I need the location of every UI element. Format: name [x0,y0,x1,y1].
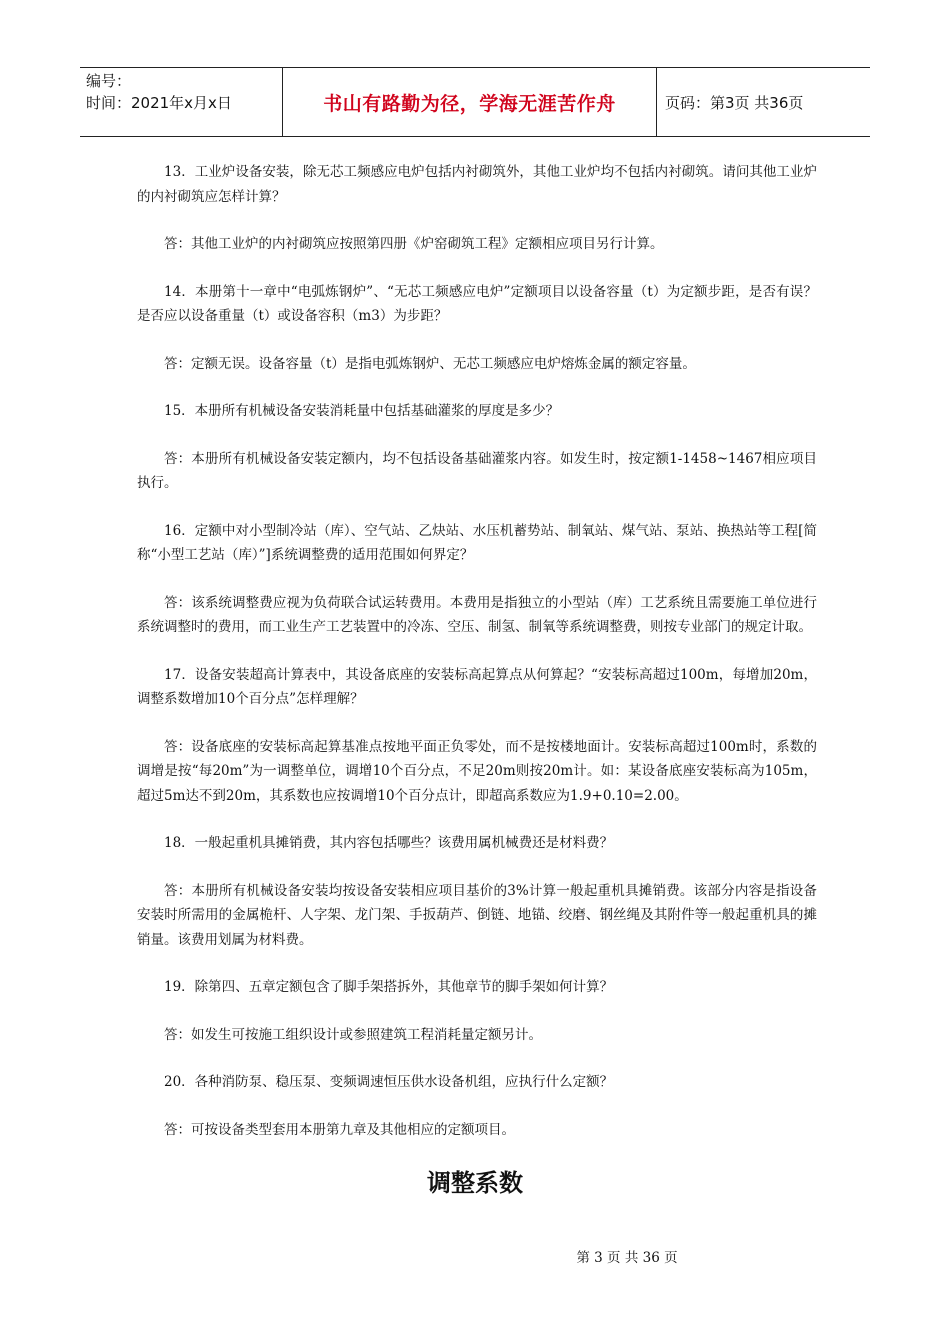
answer-17: 答：设备底座的安装标高起算基准点按地平面正负零处，而不是按楼地面计。安装标高超过100m时，系数的调增是按“每20m”为一调整单位，调增10个百分点，不足20m则按20m计。如：某设备底座安装标高为105m，超过5m达不到20m，其系数也应按调增10个百分点计，即超高系数应为1.9+0.10=2.00。 [137,738,817,804]
document-date-label: 时间：2021年x月x日 [86,94,232,112]
header-meta [80,68,282,136]
question-19: 19．除第四、五章定额包含了脚手架搭拆外，其他章节的脚手架如何计算？ [164,979,614,995]
answer-13: 答：其他工业炉的内衬砌筑应按照第四册《炉窑砌筑工程》定额相应项目另行计算。 [164,236,664,252]
page-footer: 第 3 页 共 36 页 [576,1250,678,1266]
document-body [137,160,817,1142]
question-15: 15．本册所有机械设备安装消耗量中包括基础灌浆的厚度是多少？ [164,403,560,419]
document-number-label: 编号： [86,72,132,90]
answer-19: 答：如发生可按施工组织设计或参照建筑工程消耗量定额另计。 [164,1026,542,1043]
page-header [80,67,870,137]
header-motto-cell [282,68,657,136]
question-16: 16．定额中对小型制冷站（库）、空气站、乙炔站、水压机蓄势站、制氧站、煤气站、泵站、换热站等工程[简称“小型工艺站（库）”]系统调整费的适用范围如何界定？ [137,522,817,563]
question-14: 14．本册第十一章中“电弧炼钢炉”、“无芯工频感应电炉”定额项目以设备容量（t）为定额步距，是否有误？是否应以设备重量（t）或设备容积（m3）为步距？ [137,283,817,324]
answer-20: 答：可按设备类型套用本册第九章及其他相应的定额项目。 [164,1121,515,1138]
header-motto: 书山有路勤为径，学海无涯苦作舟 [323,92,616,115]
question-18: 18．一般起重机具摊销费，其内容包括哪些？该费用属机械费还是材料费？ [164,835,614,851]
answer-16: 答：该系统调整费应视为负荷联合试运转费用。本费用是指独立的小型站（库）工艺系统且需要施工单位进行系统调整时的费用，而工业生产工艺装置中的冷冻、空压、制氢、制氧等系统调整费，则按专业部门的规定计取。 [137,594,817,635]
question-13: 13．工业炉设备安装，除无芯工频感应电炉包括内衬砌筑外，其他工业炉均不包括内衬砌筑。请问其他工业炉的内衬砌筑应怎样计算？ [137,164,817,205]
question-17: 17．设备安装超高计算表中，其设备底座的安装标高起算点从何算起？“安装标高超过100m，每增加20m，调整系数增加10个百分点”怎样理解？ [137,666,817,707]
question-20: 20．各种消防泵、稳压泵、变频调速恒压供水设备机组，应执行什么定额？ [164,1074,614,1090]
section-heading: 调整系数 [427,1169,523,1197]
answer-15: 答：本册所有机械设备安装定额内，均不包括设备基础灌浆内容。如发生时，按定额1-1458~1467相应项目执行。 [137,450,817,491]
answer-14: 答：定额无误。设备容量（t）是指电弧炼钢炉、无芯工频感应电炉熔炼金属的额定容量。 [164,355,696,372]
answer-18: 答：本册所有机械设备安装均按设备安装相应项目基价的3%计算一般起重机具摊销费。该部分内容是指设备安装时所需用的金属桅杆、人字架、龙门架、手扳葫芦、倒链、地锚、绞磨、钢丝绳及其附件等一般起重机具的摊销量。该费用划属为材料费。 [137,882,817,948]
header-page-info: 页码：第3页 共36页 [665,93,804,112]
